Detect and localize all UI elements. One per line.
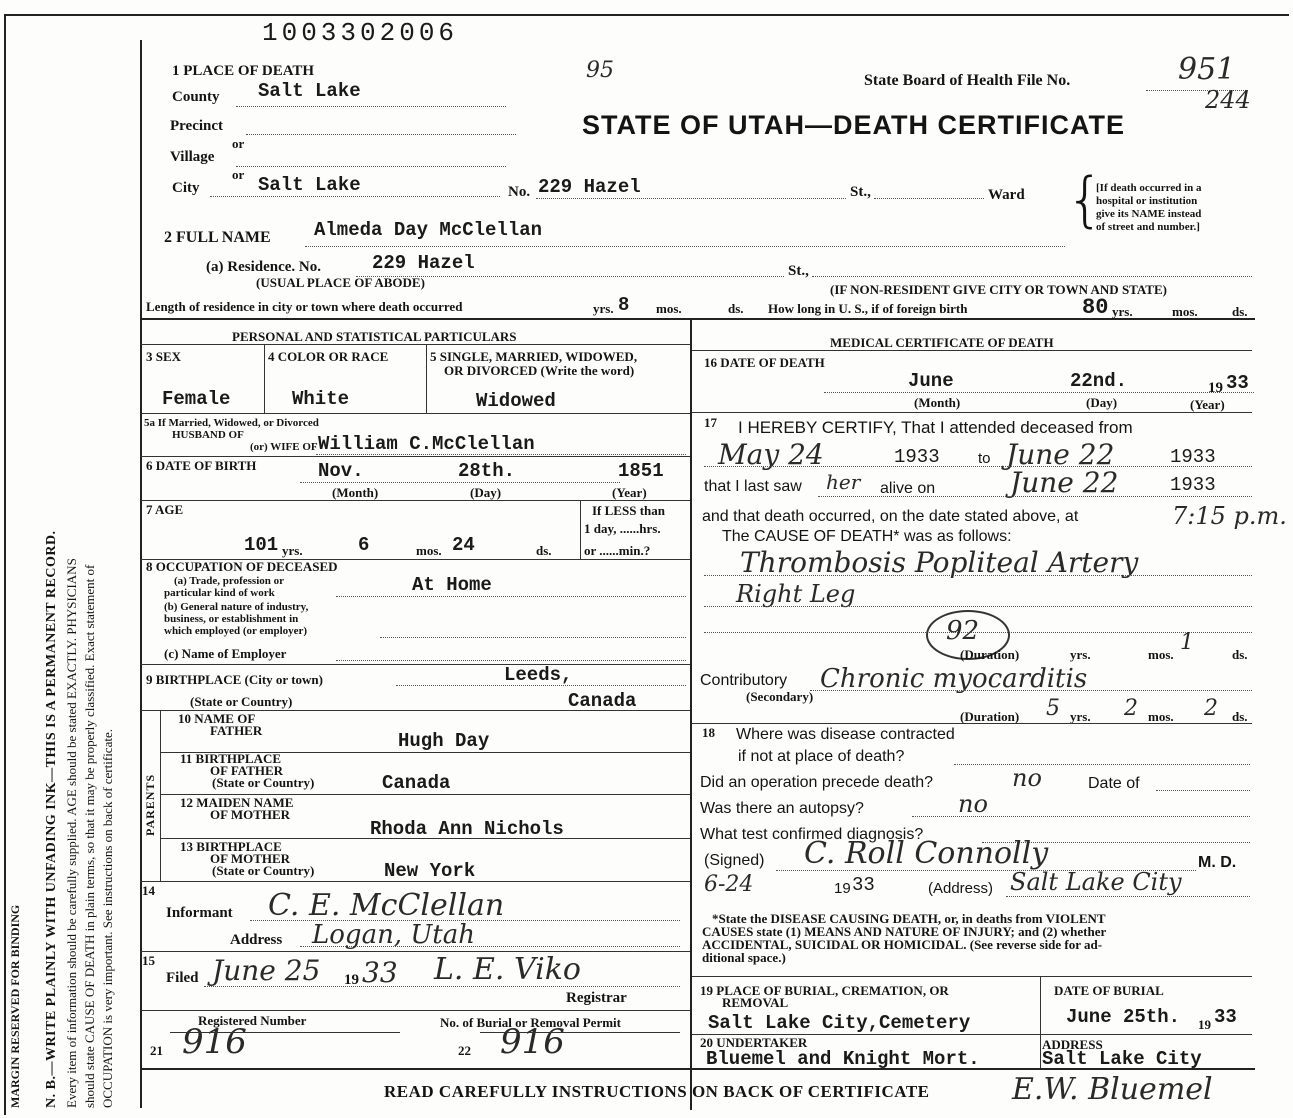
less-label-1: If LESS than bbox=[592, 503, 665, 518]
md-label: M. D. bbox=[1198, 854, 1237, 871]
note-line-4: ditional space.) bbox=[702, 950, 786, 965]
county-label: County bbox=[172, 89, 220, 105]
handwritten-mark: 95 bbox=[586, 58, 614, 83]
mother-birthplace: New York bbox=[384, 860, 476, 882]
marital-label-2: OR DIVORCED (Write the word) bbox=[444, 363, 635, 378]
parents-label: PARENTS bbox=[143, 773, 157, 836]
mother-birthplace-label-3: (State or Country) bbox=[212, 863, 315, 878]
sex-value: Female bbox=[162, 388, 231, 410]
age-yrs: 101 bbox=[244, 534, 279, 556]
mother-birthplace-label-1: 13 BIRTHPLACE bbox=[180, 839, 282, 854]
num-17: 17 bbox=[704, 415, 717, 430]
burial-date-label: DATE OF BURIAL bbox=[1054, 983, 1164, 998]
duration-label-1: (Duration) bbox=[960, 647, 1020, 662]
note-line-2: CAUSES state (1) MEANS AND NATURE OF INJURY; and (2) whether bbox=[702, 924, 1107, 939]
death-year-label: (Year) bbox=[1190, 397, 1225, 412]
duration2-ds: 2 bbox=[1204, 696, 1218, 721]
num-21: 21 bbox=[150, 1043, 163, 1058]
dob-day: 28th. bbox=[458, 460, 516, 482]
reg-num-value: 916 bbox=[182, 1022, 247, 1062]
num-18: 18 bbox=[702, 725, 715, 740]
occ-c-label: (c) Name of Employer bbox=[164, 646, 287, 661]
us-yrs-label: yrs. bbox=[1112, 304, 1133, 319]
registrar-signature: L. E. Viko bbox=[434, 952, 581, 987]
us-mos-label: mos. bbox=[1172, 304, 1198, 319]
county-value: Salt Lake bbox=[258, 80, 361, 102]
page-top-edge bbox=[4, 14, 1289, 16]
hospital-note-2: hospital or institution bbox=[1096, 195, 1198, 207]
mother-label-2: OF MOTHER bbox=[210, 807, 291, 822]
age-mos: 6 bbox=[358, 534, 370, 556]
signed-date: 6-24 bbox=[704, 872, 754, 897]
dob-day-label: (Day) bbox=[470, 485, 502, 500]
brace-icon: { bbox=[1066, 165, 1105, 235]
undertaker-label: 20 UNDERTAKER bbox=[700, 1035, 808, 1050]
last-saw-date: June 22 bbox=[1010, 466, 1119, 499]
age-mos-label: mos. bbox=[416, 543, 442, 558]
informant-address: Logan, Utah bbox=[312, 920, 475, 950]
occ-b-label-1: (b) General nature of industry, bbox=[164, 601, 309, 613]
attended-from-year: 1933 bbox=[894, 446, 940, 468]
us-yrs-value: 80 bbox=[1082, 295, 1109, 320]
margin-line1: N. B.—WRITE PLAINLY WITH UNFADING INK—THIS IS A PERMANENT RECORD. bbox=[44, 530, 59, 1108]
ward-label: Ward bbox=[988, 187, 1025, 203]
mother-label-1: 12 MAIDEN NAME bbox=[180, 795, 294, 810]
file-number-stamp: 1003302006 bbox=[262, 18, 459, 48]
operation-value: no bbox=[1012, 764, 1042, 792]
residence-label: (a) Residence. No. bbox=[206, 259, 321, 275]
father-label-1: 10 NAME OF bbox=[178, 711, 256, 726]
death-month: June bbox=[908, 370, 954, 392]
burial-place-label-2: REMOVAL bbox=[722, 995, 789, 1010]
death-year-19: 19 bbox=[1208, 380, 1223, 396]
age-ds-label: ds. bbox=[536, 543, 552, 558]
residence-st-label: St., bbox=[788, 263, 809, 279]
occ-a-label-1: (a) Trade, profession or bbox=[174, 575, 284, 587]
burial-permit-value: 916 bbox=[500, 1022, 565, 1062]
q-autopsy: Was there an autopsy? bbox=[700, 800, 864, 817]
occ-b-label-3: which employed (or employer) bbox=[164, 625, 308, 637]
res-yrs-label: yrs. bbox=[593, 301, 614, 316]
res-ds-label: ds. bbox=[728, 301, 744, 316]
certify-text: I HEREBY CERTIFY, That I attended deceased from bbox=[738, 418, 1133, 437]
duration2-mos-label: mos. bbox=[1148, 709, 1174, 724]
duration-label-2: (Duration) bbox=[960, 709, 1020, 724]
last-saw-label: that I last saw bbox=[704, 478, 802, 495]
birthplace-label: 9 BIRTHPLACE (City or town) bbox=[146, 672, 323, 687]
physician-address-label: (Address) bbox=[928, 880, 994, 897]
num-15: 15 bbox=[142, 953, 155, 968]
birthplace-state-label: (State or Country) bbox=[190, 694, 293, 709]
res-mos-label: mos. bbox=[656, 301, 682, 316]
occupation-value: At Home bbox=[412, 574, 492, 596]
burial-date-19: 19 bbox=[1198, 1017, 1211, 1032]
certificate-title: STATE OF UTAH—DEATH CERTIFICATE bbox=[582, 110, 1125, 140]
informant-label: Informant bbox=[166, 905, 233, 921]
attended-from: May 24 bbox=[718, 438, 824, 471]
res-yrs-value: 8 bbox=[618, 294, 630, 316]
signed-year: 33 bbox=[852, 874, 875, 896]
q-contracted-1: Where was disease contracted bbox=[736, 726, 955, 743]
place-heading: 1 PLACE OF DEATH bbox=[172, 63, 315, 79]
duration2-ds-label: ds. bbox=[1232, 709, 1248, 724]
or-label-1: or bbox=[232, 136, 245, 151]
filed-label: Filed bbox=[166, 970, 199, 986]
physician-signature: C. Roll Connolly bbox=[804, 836, 1049, 871]
contributory-label: Contributory bbox=[700, 672, 788, 689]
secondary-label: (Secondary) bbox=[746, 689, 814, 704]
footer-text: READ CAREFULLY INSTRUCTIONS ON BACK OF CERTIFICATE bbox=[384, 1082, 930, 1101]
file-no-extra: 244 bbox=[1205, 86, 1251, 114]
spouse-value: William C.McClellan bbox=[318, 433, 535, 455]
birthplace-country: Canada bbox=[568, 690, 637, 712]
last-saw-year: 1933 bbox=[1170, 474, 1216, 496]
filed-19: 19 bbox=[344, 972, 359, 988]
spouse-label-2: HUSBAND OF bbox=[172, 429, 244, 441]
hospital-note-1: [If death occurred in a bbox=[1096, 182, 1202, 194]
autopsy-value: no bbox=[958, 790, 988, 818]
mother-birthplace-label-2: OF MOTHER bbox=[210, 851, 291, 866]
duration1-mos: 1 bbox=[1180, 630, 1194, 655]
margin-line3: should state CAUSE OF DEATH in plain terms, so that it may be properly classified. Exact statement of bbox=[82, 564, 97, 1108]
occurred-label: and that death occurred, on the date stated above, at bbox=[702, 508, 1079, 525]
informant-address-label: Address bbox=[230, 932, 283, 948]
age-label: 7 AGE bbox=[146, 502, 184, 517]
signed-label: (Signed) bbox=[704, 852, 765, 869]
q-contracted-2: if not at place of death? bbox=[738, 748, 905, 765]
date-of-label: Date of bbox=[1088, 775, 1140, 792]
no-label: No. bbox=[508, 184, 531, 200]
q-operation: Did an operation precede death? bbox=[700, 774, 934, 791]
dob-month-label: (Month) bbox=[332, 485, 379, 500]
or-label-2: or bbox=[232, 167, 245, 182]
less-label-2: 1 day, ......hrs. bbox=[584, 521, 661, 536]
race-label: 4 COLOR OR RACE bbox=[268, 349, 389, 364]
burial-permit-label: No. of Burial or Removal Permit bbox=[440, 1015, 621, 1030]
duration1-yrs-label: yrs. bbox=[1070, 647, 1091, 662]
city-value: Salt Lake bbox=[258, 174, 361, 196]
hospital-note-4: of street and number.] bbox=[1096, 221, 1200, 233]
father-label-2: FATHER bbox=[210, 723, 263, 738]
father-value: Hugh Day bbox=[398, 730, 490, 752]
precinct-label: Precinct bbox=[170, 118, 224, 134]
death-day: 22nd. bbox=[1070, 370, 1128, 392]
form-left-border bbox=[140, 40, 142, 1108]
time-value: 7:15 p.m. bbox=[1172, 502, 1287, 530]
reg-num-label: Registered Number bbox=[198, 1013, 307, 1028]
mother-value: Rhoda Ann Nichols bbox=[370, 818, 564, 840]
file-no-value: 951 bbox=[1178, 52, 1236, 87]
cause-label: The CAUSE OF DEATH* was as follows: bbox=[722, 528, 1012, 545]
attended-to: June 22 bbox=[1006, 438, 1115, 471]
filed-date: June 25 bbox=[212, 954, 321, 987]
dob-year-label: (Year) bbox=[612, 485, 647, 500]
pronoun-value: her bbox=[826, 470, 861, 494]
nonres-label: (IF NON-RESIDENT GIVE CITY OR TOWN AND STATE) bbox=[830, 282, 1167, 297]
personal-heading: PERSONAL AND STATISTICAL PARTICULARS bbox=[232, 329, 517, 344]
death-year: 33 bbox=[1226, 372, 1249, 394]
father-birthplace: Canada bbox=[382, 772, 451, 794]
duration2-yrs: 5 bbox=[1046, 696, 1060, 721]
note-line-1: *State the DISEASE CAUSING DEATH, or, in deaths from VIOLENT bbox=[712, 911, 1106, 926]
cause-line-2: Right Leg bbox=[736, 580, 856, 608]
undertaker-address: Salt Lake City bbox=[1042, 1048, 1202, 1070]
undertaker-value: Bluemel and Knight Mort. bbox=[706, 1048, 980, 1070]
occupation-label: 8 OCCUPATION OF DECEASED bbox=[146, 559, 338, 574]
spouse-label-1: 5a If Married, Widowed, or Divorced bbox=[144, 417, 319, 429]
duration2-mos: 2 bbox=[1124, 696, 1138, 721]
alive-label: alive on bbox=[880, 480, 936, 497]
length-label: Length of residence in city or town where death occurred bbox=[146, 299, 463, 314]
age-yrs-label: yrs. bbox=[282, 543, 303, 558]
num-22: 22 bbox=[458, 1043, 471, 1058]
marital-label-1: 5 SINGLE, MARRIED, WIDOWED, bbox=[430, 349, 638, 364]
cause-code: 92 bbox=[946, 616, 980, 646]
file-no-label: State Board of Health File No. bbox=[864, 72, 1071, 89]
birthplace-city: Leeds, bbox=[504, 664, 573, 686]
father-birthplace-label-2: OF FATHER bbox=[210, 763, 284, 778]
race-value: White bbox=[292, 388, 350, 410]
medical-heading: MEDICAL CERTIFICATE OF DEATH bbox=[830, 335, 1054, 350]
date-of-death-label: 16 DATE OF DEATH bbox=[704, 355, 825, 370]
occ-b-label-2: business, or establishment in bbox=[164, 613, 299, 625]
attended-to-year: 1933 bbox=[1170, 446, 1216, 468]
column-divider bbox=[690, 320, 692, 1110]
burial-place-label-1: 19 PLACE OF BURIAL, CREMATION, OR bbox=[700, 983, 949, 998]
occ-a-label-2: particular kind of work bbox=[164, 587, 275, 599]
duration1-mos-label: mos. bbox=[1148, 647, 1174, 662]
death-day-label: (Day) bbox=[1086, 395, 1118, 410]
residence-value: 229 Hazel bbox=[372, 252, 475, 274]
duration1-ds-label: ds. bbox=[1232, 647, 1248, 662]
burial-place: Salt Lake City,Cemetery bbox=[708, 1012, 971, 1034]
full-name-label: 2 FULL NAME bbox=[164, 229, 271, 246]
margin-line4: OCCUPATION is very important. See instructions on back of certificate. bbox=[100, 729, 115, 1108]
to-label: to bbox=[978, 450, 991, 467]
age-ds: 24 bbox=[452, 534, 475, 556]
signed-19: 19 bbox=[834, 880, 851, 897]
city-label: City bbox=[172, 180, 200, 196]
informant-value: C. E. McClellan bbox=[268, 888, 505, 923]
undertaker-signature: E.W. Bluemel bbox=[1012, 1072, 1213, 1107]
undertaker-address-label: ADDRESS bbox=[1042, 1037, 1103, 1052]
death-month-label: (Month) bbox=[914, 395, 961, 410]
dob-year: 1851 bbox=[618, 460, 664, 482]
page-left-edge bbox=[4, 15, 6, 1115]
margin-binding: MARGIN RESERVED FOR BINDING bbox=[8, 904, 22, 1108]
father-birthplace-label-1: 11 BIRTHPLACE bbox=[180, 751, 282, 766]
filed-year: 33 bbox=[362, 956, 398, 989]
hospital-note-3: give its NAME instead bbox=[1096, 208, 1202, 220]
num-14: 14 bbox=[142, 883, 155, 898]
spouse-label-3: (or) WIFE OF bbox=[250, 441, 318, 453]
street-value: 229 Hazel bbox=[538, 176, 641, 198]
burial-date-year: 33 bbox=[1214, 1006, 1237, 1028]
q-test: What test confirmed diagnosis? bbox=[700, 826, 924, 843]
marital-value: Widowed bbox=[476, 390, 556, 412]
burial-date: June 25th. bbox=[1066, 1006, 1181, 1028]
registrar-label: Registrar bbox=[566, 990, 627, 1006]
duration2-yrs-label: yrs. bbox=[1070, 709, 1091, 724]
full-name-value: Almeda Day McClellan bbox=[314, 219, 543, 241]
sex-label: 3 SEX bbox=[146, 349, 182, 364]
us-ds-label: ds. bbox=[1232, 304, 1248, 319]
less-label-3: or ......min.? bbox=[584, 543, 651, 558]
dob-label: 6 DATE OF BIRTH bbox=[146, 458, 257, 473]
contributory-value: Chronic myocarditis bbox=[820, 664, 1088, 694]
dob-month: Nov. bbox=[318, 460, 364, 482]
st-label: St., bbox=[850, 184, 871, 200]
village-label: Village bbox=[170, 149, 215, 165]
abode-label: (USUAL PLACE OF ABODE) bbox=[256, 275, 425, 290]
cause-line-1: Thrombosis Popliteal Artery bbox=[740, 546, 1139, 579]
father-birthplace-label-3: (State or Country) bbox=[212, 775, 315, 790]
how-long-label: How long in U. S., if of foreign birth bbox=[768, 301, 968, 316]
margin-line2: Every item of information should be carefully supplied. AGE should be stated EXACTLY. PHYSICIANS bbox=[64, 558, 79, 1108]
note-line-3: ACCIDENTAL, SUICIDAL OR HOMICIDAL. (See reverse side for ad- bbox=[702, 937, 1103, 952]
physician-address: Salt Lake City bbox=[1010, 868, 1182, 896]
